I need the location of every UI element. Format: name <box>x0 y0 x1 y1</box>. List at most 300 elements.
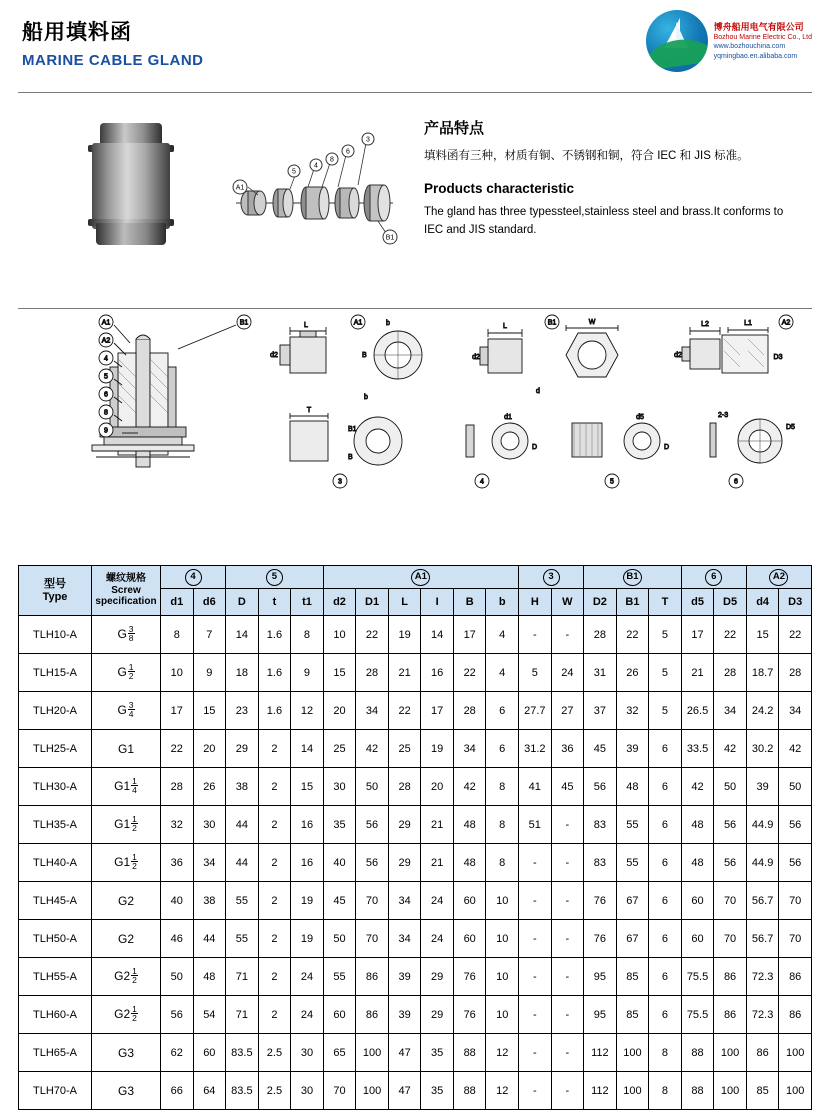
cell-W: 27 <box>551 692 584 730</box>
cell-H: - <box>519 882 552 920</box>
cell-screw-spec: G1 $\frac{1}{2}$ <box>92 806 161 844</box>
cell-B1: 55 <box>616 806 649 844</box>
cell-d2: 60 <box>323 996 356 1034</box>
cell-screw-spec: G2 $\frac{1}{2}$ <box>92 958 161 996</box>
table-row <box>19 882 812 920</box>
cell-d1: 62 <box>161 1034 194 1072</box>
svg-text:B: B <box>348 454 353 461</box>
cell-W: - <box>551 806 584 844</box>
svg-text:L1: L1 <box>744 320 752 327</box>
cell-d5: 75.5 <box>681 958 714 996</box>
cell-D2: 112 <box>584 1072 617 1110</box>
cell-D5: 56 <box>714 844 747 882</box>
cell-d5: 48 <box>681 806 714 844</box>
cell-type: TLH10-A <box>19 616 92 654</box>
cell-H: 5 <box>519 654 552 692</box>
cell-b: 10 <box>486 958 519 996</box>
header-type <box>19 566 92 616</box>
table-row <box>19 1072 812 1110</box>
circle-label-3: 3 <box>543 569 560 586</box>
cell-W: 36 <box>551 730 584 768</box>
header-screw-en2: specification <box>95 596 157 608</box>
cell-I: 29 <box>421 996 454 1034</box>
cell-L: 19 <box>388 616 421 654</box>
cell-D3: 70 <box>779 920 812 958</box>
svg-text:2-3: 2-3 <box>718 412 729 419</box>
cell-D2: 83 <box>584 806 617 844</box>
cell-I: 29 <box>421 958 454 996</box>
cell-t: 2.5 <box>258 1034 291 1072</box>
cell-type: TLH35-A <box>19 806 92 844</box>
cell-d5: 88 <box>681 1072 714 1110</box>
svg-text:5: 5 <box>104 373 108 381</box>
svg-text:D5: D5 <box>786 424 795 431</box>
cell-t1: 19 <box>291 920 324 958</box>
svg-text:b: b <box>364 394 368 401</box>
svg-text:A1: A1 <box>235 184 245 192</box>
cell-L: 25 <box>388 730 421 768</box>
svg-text:6: 6 <box>734 478 738 486</box>
cell-I: 21 <box>421 806 454 844</box>
col-W: W <box>551 589 584 616</box>
characteristics-title-en: Products characteristic <box>424 181 575 197</box>
cell-D1: 100 <box>356 1072 389 1110</box>
cell-d5: 42 <box>681 768 714 806</box>
cell-D2: 45 <box>584 730 617 768</box>
cell-B: 60 <box>453 882 486 920</box>
cell-t: 2 <box>258 882 291 920</box>
cell-b: 8 <box>486 844 519 882</box>
cell-d1: 28 <box>161 768 194 806</box>
cell-I: 24 <box>421 882 454 920</box>
col-D5: D5 <box>714 589 747 616</box>
col-b: b <box>486 589 519 616</box>
cell-D1: 50 <box>356 768 389 806</box>
cell-t: 1.6 <box>258 692 291 730</box>
cell-W: - <box>551 1072 584 1110</box>
logo-mark-icon <box>646 10 708 72</box>
cell-d6: 34 <box>193 844 226 882</box>
svg-text:b: b <box>386 320 390 327</box>
exploded-view-diagram <box>218 125 408 255</box>
cell-d6: 44 <box>193 920 226 958</box>
cell-d1: 50 <box>161 958 194 996</box>
header-group-5 <box>226 566 324 589</box>
cell-t1: 30 <box>291 1034 324 1072</box>
cell-H: 27.7 <box>519 692 552 730</box>
cell-d1: 66 <box>161 1072 194 1110</box>
svg-text:4: 4 <box>104 355 108 363</box>
cell-L: 47 <box>388 1034 421 1072</box>
cell-d1: 56 <box>161 996 194 1034</box>
cell-d5: 48 <box>681 844 714 882</box>
cell-d6: 38 <box>193 882 226 920</box>
cell-d1: 22 <box>161 730 194 768</box>
cell-b: 6 <box>486 730 519 768</box>
cell-b: 8 <box>486 806 519 844</box>
cell-d5: 21 <box>681 654 714 692</box>
cell-type: TLH25-A <box>19 730 92 768</box>
cell-D2: 56 <box>584 768 617 806</box>
cable-gland-photo <box>86 115 178 255</box>
cell-D2: 28 <box>584 616 617 654</box>
cell-D5: 86 <box>714 958 747 996</box>
cell-B: 17 <box>453 616 486 654</box>
cell-t: 2 <box>258 920 291 958</box>
cell-t1: 24 <box>291 996 324 1034</box>
cell-t: 1.6 <box>258 654 291 692</box>
col-d2: d2 <box>323 589 356 616</box>
cell-d4: 72.3 <box>746 958 779 996</box>
drawings-svg <box>18 309 812 557</box>
cell-b: 4 <box>486 654 519 692</box>
cell-D3: 70 <box>779 882 812 920</box>
header-screw-spec <box>92 566 161 616</box>
col-D3: D3 <box>779 589 812 616</box>
cell-D3: 56 <box>779 806 812 844</box>
cell-W: - <box>551 882 584 920</box>
cell-d5: 75.5 <box>681 996 714 1034</box>
svg-text:B1: B1 <box>239 319 249 327</box>
cell-type: TLH55-A <box>19 958 92 996</box>
cell-t: 1.6 <box>258 616 291 654</box>
cell-type: TLH65-A <box>19 1034 92 1072</box>
cell-D5: 100 <box>714 1034 747 1072</box>
cell-B: 76 <box>453 996 486 1034</box>
col-B1: B1 <box>616 589 649 616</box>
cell-B: 42 <box>453 768 486 806</box>
company-logo <box>646 10 812 72</box>
circle-label-4: 4 <box>185 569 202 586</box>
cell-B: 76 <box>453 958 486 996</box>
cell-W: - <box>551 920 584 958</box>
cell-d2: 55 <box>323 958 356 996</box>
cell-H: 31.2 <box>519 730 552 768</box>
cell-W: - <box>551 958 584 996</box>
cell-D: 44 <box>226 806 259 844</box>
cell-H: - <box>519 616 552 654</box>
characteristics-body-cn: 填料函有三种，材质有铜、不锈钢和铜，符合 IEC 和 JIS 标准。 <box>424 150 749 162</box>
cell-D2: 76 <box>584 882 617 920</box>
cell-d5: 26.5 <box>681 692 714 730</box>
col-d4: d4 <box>746 589 779 616</box>
svg-text:A2: A2 <box>781 319 791 327</box>
cell-d4: 39 <box>746 768 779 806</box>
cell-D5: 50 <box>714 768 747 806</box>
col-H: H <box>519 589 552 616</box>
svg-text:d2: d2 <box>270 352 278 359</box>
cell-d1: 32 <box>161 806 194 844</box>
cell-b: 10 <box>486 996 519 1034</box>
technical-drawings <box>18 309 812 559</box>
cell-d4: 15 <box>746 616 779 654</box>
cell-d1: 10 <box>161 654 194 692</box>
circle-label-b1: B1 <box>623 569 642 586</box>
characteristics-title-cn: 产品特点 <box>424 120 485 137</box>
cell-W: - <box>551 844 584 882</box>
cell-b: 8 <box>486 768 519 806</box>
cell-d6: 30 <box>193 806 226 844</box>
cell-B1: 48 <box>616 768 649 806</box>
table-body <box>19 616 812 1110</box>
page-header <box>18 0 812 92</box>
cell-T: 8 <box>649 1072 682 1110</box>
cell-T: 6 <box>649 768 682 806</box>
cell-D5: 22 <box>714 616 747 654</box>
cell-screw-spec: G $\frac{3}{8}$ <box>92 616 161 654</box>
cell-D: 23 <box>226 692 259 730</box>
logo-text <box>714 21 812 61</box>
cell-D1: 22 <box>356 616 389 654</box>
cell-d2: 10 <box>323 616 356 654</box>
cell-t1: 30 <box>291 1072 324 1110</box>
header-group-3 <box>519 566 584 589</box>
header-group-4 <box>161 566 226 589</box>
cell-d2: 45 <box>323 882 356 920</box>
svg-text:6: 6 <box>346 148 350 156</box>
col-I: I <box>421 589 454 616</box>
specification-table <box>18 565 812 1110</box>
cell-B1: 55 <box>616 844 649 882</box>
cell-D2: 95 <box>584 958 617 996</box>
svg-text:D: D <box>664 444 670 451</box>
cell-T: 6 <box>649 920 682 958</box>
cell-D2: 95 <box>584 996 617 1034</box>
cell-screw-spec: G1 $\frac{1}{4}$ <box>92 768 161 806</box>
cell-d2: 70 <box>323 1072 356 1110</box>
svg-text:B1: B1 <box>547 319 557 327</box>
cell-B: 88 <box>453 1034 486 1072</box>
logo-company-cn: 博舟船用电气有限公司 <box>713 21 804 32</box>
cell-d6: 48 <box>193 958 226 996</box>
cell-W: - <box>551 996 584 1034</box>
svg-text:4: 4 <box>314 162 318 170</box>
svg-text:B: B <box>362 352 367 359</box>
cell-D2: 31 <box>584 654 617 692</box>
cell-H: - <box>519 996 552 1034</box>
cell-screw-spec: G2 $\frac{1}{2}$ <box>92 996 161 1034</box>
cell-I: 16 <box>421 654 454 692</box>
svg-text:d5: d5 <box>636 414 644 421</box>
logo-alibaba: yqmingbao.en.alibaba.com <box>713 52 798 60</box>
cell-B: 22 <box>453 654 486 692</box>
cell-T: 8 <box>649 1034 682 1072</box>
svg-text:9: 9 <box>104 427 108 435</box>
table-head <box>19 566 812 616</box>
svg-text:B1: B1 <box>385 234 395 242</box>
page-title-en: MARINE CABLE GLAND <box>22 52 204 69</box>
cell-D: 38 <box>226 768 259 806</box>
cell-L: 39 <box>388 996 421 1034</box>
header-group-a2 <box>746 566 811 589</box>
cell-type: TLH60-A <box>19 996 92 1034</box>
col-D1: D1 <box>356 589 389 616</box>
cell-d4: 56.7 <box>746 920 779 958</box>
cell-B: 28 <box>453 692 486 730</box>
svg-text:8: 8 <box>330 156 334 164</box>
cell-I: 35 <box>421 1034 454 1072</box>
svg-text:W: W <box>588 319 596 326</box>
cell-D1: 70 <box>356 920 389 958</box>
cell-L: 34 <box>388 920 421 958</box>
cell-d4: 85 <box>746 1072 779 1110</box>
cell-t1: 16 <box>291 844 324 882</box>
cell-d6: 64 <box>193 1072 226 1110</box>
cell-d2: 40 <box>323 844 356 882</box>
cell-D: 71 <box>226 996 259 1034</box>
cell-type: TLH45-A <box>19 882 92 920</box>
cell-B: 60 <box>453 920 486 958</box>
cell-B1: 100 <box>616 1072 649 1110</box>
cell-d1: 46 <box>161 920 194 958</box>
cell-d6: 54 <box>193 996 226 1034</box>
cell-H: 51 <box>519 806 552 844</box>
cell-I: 35 <box>421 1072 454 1110</box>
svg-text:A2: A2 <box>101 337 111 345</box>
col-B: B <box>453 589 486 616</box>
cell-type: TLH30-A <box>19 768 92 806</box>
cell-D: 18 <box>226 654 259 692</box>
cell-t: 2 <box>258 768 291 806</box>
cell-B1: 85 <box>616 996 649 1034</box>
col-D: D <box>226 589 259 616</box>
cell-I: 20 <box>421 768 454 806</box>
col-d5: d5 <box>681 589 714 616</box>
svg-text:d2: d2 <box>472 354 480 361</box>
cell-D: 55 <box>226 882 259 920</box>
cell-b: 6 <box>486 692 519 730</box>
cell-D1: 34 <box>356 692 389 730</box>
cell-B1: 22 <box>616 616 649 654</box>
svg-text:D3: D3 <box>773 354 783 361</box>
product-section <box>18 93 812 308</box>
svg-text:d: d <box>536 388 540 395</box>
cell-t: 2 <box>258 958 291 996</box>
header-screw-en1: Screw <box>111 584 141 596</box>
cell-d2: 25 <box>323 730 356 768</box>
cell-B: 48 <box>453 844 486 882</box>
cell-b: 12 <box>486 1072 519 1110</box>
cell-t: 2 <box>258 996 291 1034</box>
cell-type: TLH15-A <box>19 654 92 692</box>
cell-L: 39 <box>388 958 421 996</box>
cell-I: 19 <box>421 730 454 768</box>
cell-L: 34 <box>388 882 421 920</box>
cell-W: 45 <box>551 768 584 806</box>
cell-D1: 28 <box>356 654 389 692</box>
cell-D2: 83 <box>584 844 617 882</box>
cell-d1: 36 <box>161 844 194 882</box>
header-type-en: Type <box>42 590 68 603</box>
svg-text:A1: A1 <box>353 319 363 327</box>
cell-D3: 86 <box>779 958 812 996</box>
cell-T: 6 <box>649 806 682 844</box>
cell-H: - <box>519 844 552 882</box>
cell-b: 4 <box>486 616 519 654</box>
table-row <box>19 692 812 730</box>
circle-label-5: 5 <box>266 569 283 586</box>
cell-type: TLH20-A <box>19 692 92 730</box>
cell-T: 6 <box>649 996 682 1034</box>
cell-d5: 60 <box>681 882 714 920</box>
cell-d5: 88 <box>681 1034 714 1072</box>
cell-I: 24 <box>421 920 454 958</box>
svg-text:4: 4 <box>480 478 484 486</box>
cell-D: 83.5 <box>226 1034 259 1072</box>
cell-d4: 24.2 <box>746 692 779 730</box>
col-D2: D2 <box>584 589 617 616</box>
cell-D1: 86 <box>356 996 389 1034</box>
cell-T: 5 <box>649 654 682 692</box>
svg-text:5: 5 <box>610 478 614 486</box>
svg-text:3: 3 <box>338 478 342 486</box>
cell-screw-spec: G3 <box>92 1034 161 1072</box>
page-title-cn: 船用填料函 <box>22 21 132 44</box>
characteristics-body-en: The gland has three typessteel,stainless steel and brass.It conforms to IEC and JIS standard. <box>424 206 784 237</box>
cell-L: 22 <box>388 692 421 730</box>
cell-d4: 30.2 <box>746 730 779 768</box>
cell-d5: 33.5 <box>681 730 714 768</box>
svg-text:L: L <box>304 322 308 329</box>
cell-B1: 67 <box>616 920 649 958</box>
logo-company-en: Bozhou Marine Electric Co., Ltd <box>713 33 812 41</box>
cell-D3: 100 <box>779 1034 812 1072</box>
svg-text:8: 8 <box>104 409 108 417</box>
cell-t: 2.5 <box>258 1072 291 1110</box>
cell-B1: 85 <box>616 958 649 996</box>
cell-D: 71 <box>226 958 259 996</box>
header-type-cn: 型号 <box>44 577 66 590</box>
cell-I: 17 <box>421 692 454 730</box>
cell-t1: 24 <box>291 958 324 996</box>
header-screw-cn: 螺纹规格 <box>106 573 146 585</box>
cell-b: 10 <box>486 882 519 920</box>
cell-t: 2 <box>258 844 291 882</box>
svg-text:3: 3 <box>366 136 370 144</box>
cell-d4: 56.7 <box>746 882 779 920</box>
cell-D1: 100 <box>356 1034 389 1072</box>
cell-H: - <box>519 920 552 958</box>
cell-D2: 112 <box>584 1034 617 1072</box>
table-row <box>19 806 812 844</box>
cell-d2: 15 <box>323 654 356 692</box>
cell-I: 14 <box>421 616 454 654</box>
svg-text:d2: d2 <box>674 352 682 359</box>
cell-B: 48 <box>453 806 486 844</box>
cell-D5: 34 <box>714 692 747 730</box>
cell-type: TLH40-A <box>19 844 92 882</box>
cell-screw-spec: G $\frac{3}{4}$ <box>92 692 161 730</box>
cell-t1: 15 <box>291 768 324 806</box>
logo-website: www.bozhouchina.com <box>713 43 786 51</box>
cell-B: 88 <box>453 1072 486 1110</box>
cell-t1: 14 <box>291 730 324 768</box>
cell-T: 6 <box>649 844 682 882</box>
cell-T: 5 <box>649 692 682 730</box>
cell-d2: 20 <box>323 692 356 730</box>
cell-L: 21 <box>388 654 421 692</box>
cell-D5: 70 <box>714 882 747 920</box>
cell-D: 83.5 <box>226 1072 259 1110</box>
cell-d6: 60 <box>193 1034 226 1072</box>
svg-text:5: 5 <box>292 168 296 176</box>
cell-d2: 50 <box>323 920 356 958</box>
cell-D: 14 <box>226 616 259 654</box>
table-row <box>19 844 812 882</box>
cell-H: - <box>519 1034 552 1072</box>
cell-B1: 39 <box>616 730 649 768</box>
header-group-a1 <box>323 566 518 589</box>
